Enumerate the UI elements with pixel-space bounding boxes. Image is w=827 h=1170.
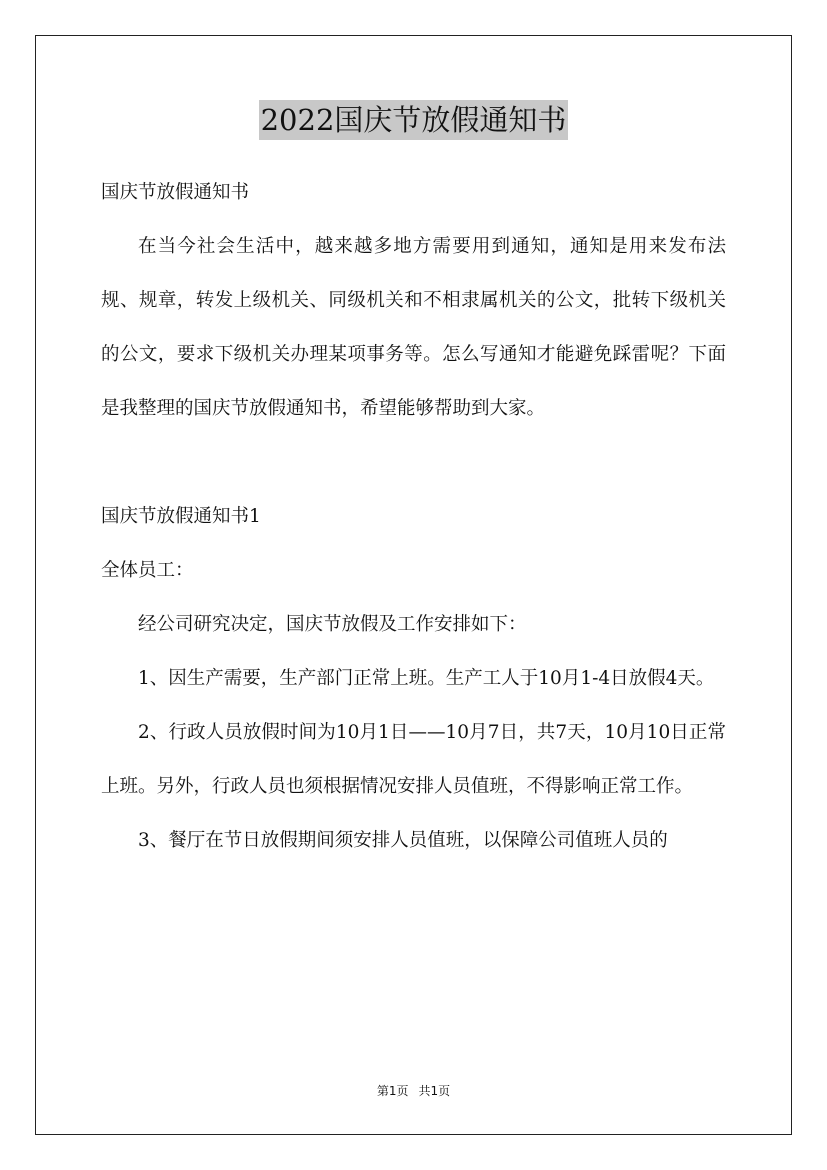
body-paragraph-3: 2、行政人员放假时间为10月1日——10月7日，共7天，10月10日正常上班。另外，行政人员也须根据情况安排人员值班，不得影响正常工作。 (101, 722, 726, 797)
document-body (101, 166, 726, 868)
page-footer (0, 1082, 827, 1099)
salutation: 全体员工： (101, 560, 194, 581)
title-container (0, 100, 827, 140)
document-title: 2022国庆节放假通知书 (259, 100, 569, 140)
body-paragraph-2: 1、因生产需要，生产部门正常上班。生产工人于10月1-4日放假4天。 (138, 668, 715, 689)
paragraph-gap (101, 436, 726, 490)
body-paragraph-1: 经公司研究决定，国庆节放假及工作安排如下： (138, 614, 527, 635)
intro-paragraph: 在当今社会生活中，越来越多地方需要用到通知，通知是用来发布法规、规章，转发上级机关、同级机关和不相隶属机关的公文，批转下级机关的公文，要求下级机关办理某项事务等。怎么写通知才能避免踩雷呢？下面是我整理的国庆节放假通知书，希望能够帮助到大家。 (101, 236, 726, 419)
page-number: 第1页 (376, 1084, 409, 1098)
page-total: 共1页 (418, 1084, 451, 1098)
body-paragraph-4: 3、餐厅在节日放假期间须安排人员值班，以保障公司值班人员的 (138, 830, 668, 851)
document-heading: 国庆节放假通知书 (101, 182, 250, 203)
section-heading: 国庆节放假通知书1 (101, 506, 261, 527)
